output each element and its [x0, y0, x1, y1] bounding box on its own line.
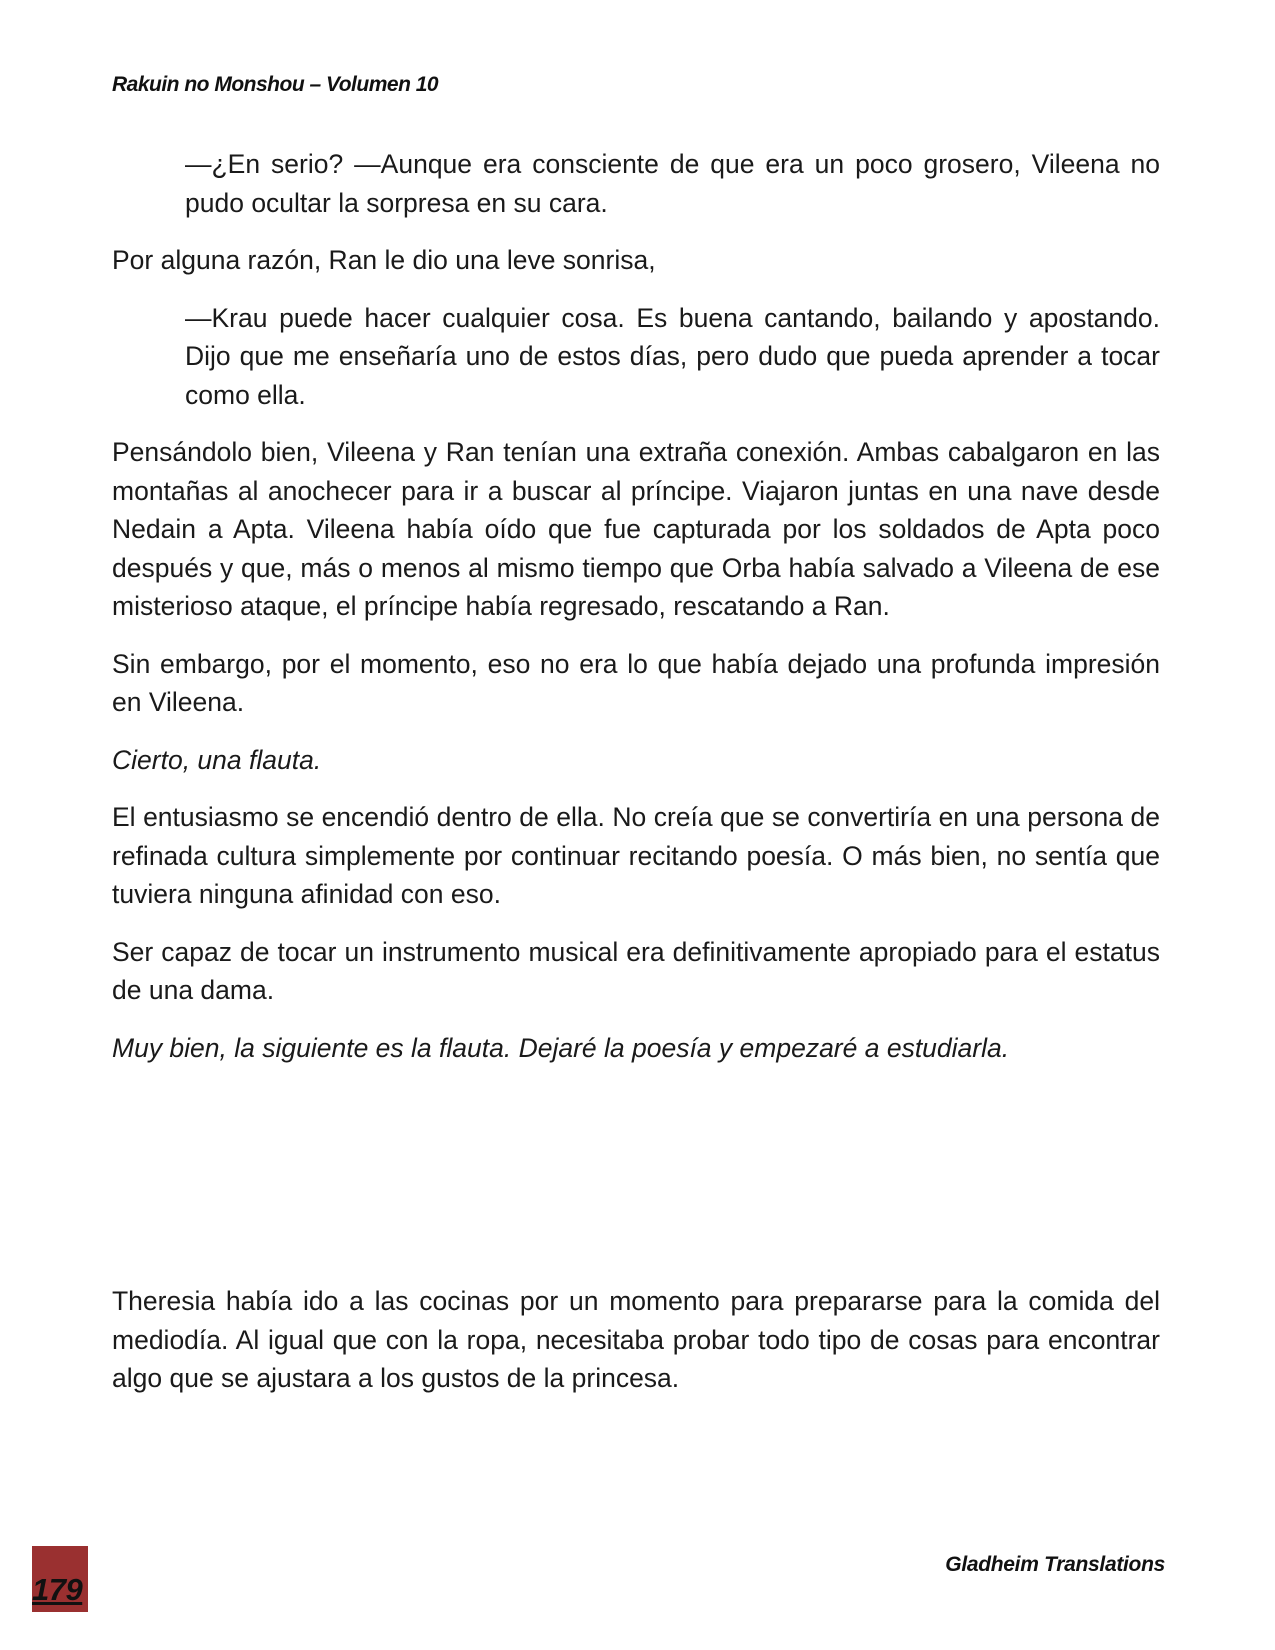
dialogue-paragraph: —¿En serio? —Aunque era consciente de que era un poco grosero, Vileena no pudo ocultar la sorpresa en su cara. [185, 149, 1160, 218]
scene-break [112, 1086, 1160, 1282]
running-header: Rakuin no Monshou – Volumen 10 [112, 73, 439, 96]
body-paragraph: Pensándolo bien, Vileena y Ran tenían una extraña conexión. Ambas cabalgaron en las montañas al anochecer para ir a buscar al príncipe. Viajaron juntas en una nave desde Nedain a Apta. Vileena había oído que fue capturada por los soldados de Apta poco después y que, más o menos al mismo tiempo que Orba había salvado a Vileena de ese misterioso ataque, el príncipe había regresado, rescatando a Ran. [112, 437, 1160, 621]
translator-credit: Gladheim Translations [945, 1553, 1165, 1576]
body-paragraph: Sin embargo, por el momento, eso no era lo que había dejado una profunda impresión en Vileena. [112, 648, 1160, 717]
thought-paragraph: Muy bien, la siguiente es la flauta. Dejaré la poesía y empezaré a estudiarla. [112, 1032, 1010, 1063]
body-paragraph: El entusiasmo se encendió dentro de ella. No creía que se convertiría en una persona de refinada cultura simplemente por continuar recitando poesía. O más bien, no sentía que tuviera ninguna afinidad con eso. [112, 802, 1160, 909]
body-paragraph: Theresia había ido a las cocinas por un momento para prepararse para la comida del mediodía. Al igual que con la ropa, necesitaba probar todo tipo de cosas para encontrar algo que se ajustara a los gustos de la princesa. [112, 1286, 1160, 1393]
dialogue-paragraph: —Krau puede hacer cualquier cosa. Es buena cantando, bailando y apostando. Dijo que me enseñaría uno de estos días, pero dudo que pueda aprender a tocar como ella. [185, 302, 1160, 410]
page-body [112, 145, 1160, 1417]
body-paragraph: Ser capaz de tocar un instrumento musical era definitivamente apropiado para el estatus de una dama. [112, 936, 1160, 1005]
body-paragraph: Por alguna razón, Ran le dio una leve sonrisa, [112, 245, 656, 275]
page-number: 179 [32, 1572, 83, 1607]
thought-paragraph: Cierto, una flauta. [112, 744, 322, 775]
